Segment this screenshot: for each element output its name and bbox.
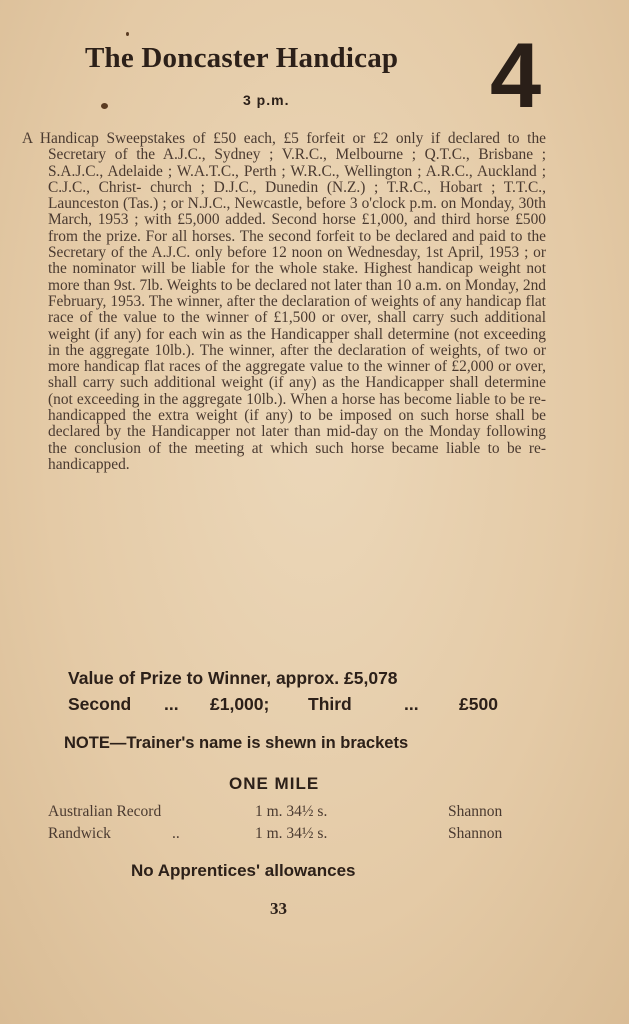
- record-label: Australian Record: [48, 803, 162, 820]
- conditions-line: horse £500 from the prize. For all horses. The: [48, 211, 546, 245]
- conditions-line: to the winner of £2,000 or over, shall carry such: [48, 358, 546, 392]
- conditions-line: (if any) for each win as the Handicapper shall: [94, 325, 384, 343]
- track-record-horse: Shannon: [448, 825, 503, 842]
- conditions-line: determine (not exceeding in the aggregate 10lb.).: [48, 325, 546, 359]
- conditions-line: only if declared to the Secretary of the A.J.C.,: [48, 130, 546, 164]
- conditions-line: later than 10 a.m. on Monday, 2nd February, 1953.: [48, 276, 546, 310]
- trainer-note: NOTE—Trainer's name is shewn in brackets: [64, 734, 409, 752]
- record-horse: Shannon: [448, 803, 503, 820]
- race-title: The Doncaster Handicap: [85, 42, 399, 74]
- record-time: 1 m. 34½ s.: [255, 803, 328, 820]
- conditions-line: second forfeit to be declared and paid to the Secretary: [48, 227, 546, 262]
- winner-prize: Value of Prize to Winner, approx. £5,078: [68, 668, 398, 688]
- allowances-note: No Apprentices' allowances: [131, 861, 356, 880]
- conditions-line: S.A.J.C., Adelaide ; W.A.T.C., Perth ; W.R.C.,: [48, 162, 340, 180]
- track-record-time: 1 m. 34½ s.: [255, 825, 328, 842]
- paper-speck: [101, 103, 108, 109]
- conditions-line: more than 9st. 7lb. Weights to be declared not: [48, 276, 331, 294]
- conditions-line: church ; D.J.C., Dunedin (N.Z.) ; T.R.C., Hobart ;: [150, 178, 496, 196]
- conditions-line: re-handicapped.: [48, 439, 546, 473]
- race-conditions: [22, 131, 546, 473]
- track-record-label: Randwick: [48, 825, 111, 842]
- conditions-line: Sydney ; V.R.C., Melbourne ; Q.T.C., Brisbane ;: [214, 146, 546, 164]
- third-value: £500: [459, 694, 498, 714]
- race-number: 4: [490, 25, 542, 127]
- conditions-line: of the A.J.C. only before 12 noon on Wednesday,: [110, 244, 421, 262]
- conditions-line: additional weight (if any) as the Handicapper shall: [154, 374, 479, 392]
- conditions-line: for the whole stake. Highest handicap weight not: [231, 260, 547, 278]
- conditions-line: £1,500 or over, shall carry such additional weight: [48, 309, 546, 343]
- conditions-line: When a horse has become liable to be re-handicapped: [48, 390, 546, 425]
- second-label: Second: [68, 694, 132, 714]
- conditions-line: the extra weight (if any) to be imposed on such horse: [132, 407, 489, 425]
- paper-speck: [126, 32, 129, 36]
- conditions-line: shall be declared by the Handicapper not later than: [48, 407, 546, 441]
- track-record-dots: ..: [172, 825, 180, 842]
- conditions-line: mid-day on the Monday following the conclusion of: [48, 423, 546, 457]
- conditions-line: 1st April, 1953 ; or the nominator will be liable: [48, 244, 546, 278]
- third-dots: ...: [404, 694, 419, 714]
- conditions-line: or more handicap flat races of the aggregate value: [48, 341, 546, 376]
- conditions-line: A Handicap Sweepstakes of £50 each, £5 forfeit or £2: [22, 130, 389, 147]
- conditions-line: with £5,000 added. Second horse £1,000, and third: [144, 211, 471, 229]
- conditions-line: the meeting at which such horse became liable to be: [168, 439, 522, 457]
- conditions-line: The winner, after the declaration of weights of any: [148, 292, 462, 310]
- distance-heading: ONE MILE: [229, 774, 320, 793]
- second-dots: ...: [164, 694, 179, 714]
- page-number: 33: [270, 899, 287, 918]
- second-value: £1,000;: [210, 694, 270, 714]
- conditions-line: Wellington ; A.R.C., Auckland ; C.J.C., Christ-: [48, 162, 547, 196]
- conditions-line: before 3 o'clock p.m. on Monday, 30th March, 1953 ;: [48, 195, 546, 229]
- race-time: 3 p.m.: [243, 92, 290, 108]
- conditions-line: T.T.C., Launceston (Tas.) ; or N.J.C., Newcastle,: [48, 178, 546, 213]
- conditions-line: The winner, after the declaration of weights, of two: [199, 341, 528, 359]
- third-label: Third: [308, 694, 352, 714]
- conditions-line: handicap flat race of the value to the winner of: [48, 292, 546, 327]
- conditions-line: determine (not exceeding in the aggregate 10lb.).: [48, 374, 546, 408]
